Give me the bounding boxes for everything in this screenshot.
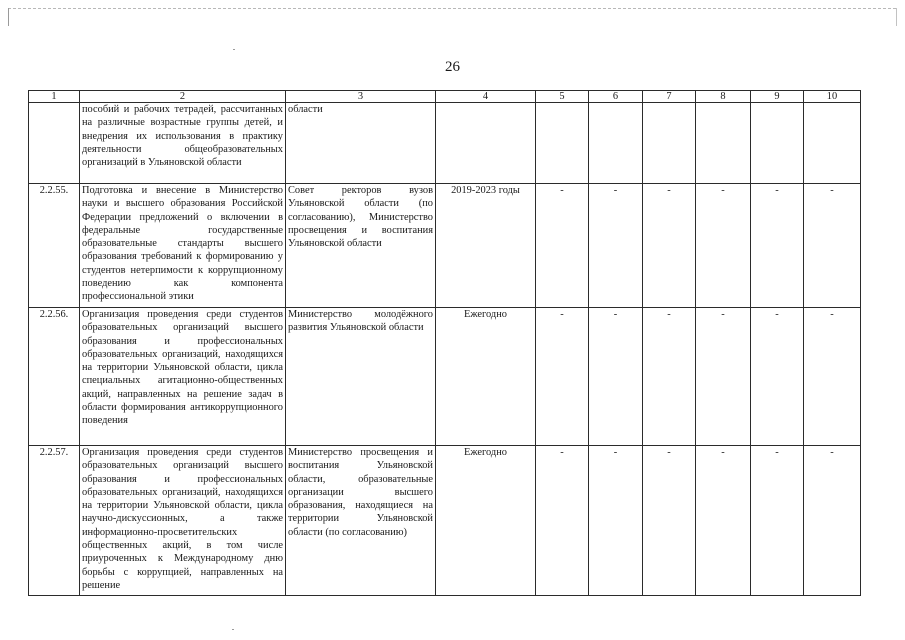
item-value: - bbox=[804, 446, 861, 596]
item-value bbox=[804, 103, 861, 184]
item-value: - bbox=[589, 184, 643, 308]
item-value: - bbox=[751, 446, 804, 596]
item-executors: Совет ректоров вузов Ульяновской области (по согласованию), Министерство просвещения и воспитания Ульяновской области bbox=[286, 184, 436, 308]
item-value bbox=[696, 103, 751, 184]
item-description: пособий и рабочих тетрадей, рассчитанных на различные возрастные группы детей, и внедрения их использования в практику деятельности общеобразовательных организаций в Ульяновской области bbox=[80, 103, 286, 184]
item-period: Ежегодно bbox=[436, 308, 536, 446]
item-value: - bbox=[536, 308, 589, 446]
item-description: Организация проведения среди студентов образовательных организаций высшего образования и профессиональных образовательных организаций, находящихся на территории Ульяновской области, цикла научно-дискуссионных, а также информационно-просветительских общественных акций, в том числе приуроченных к Международному дню борьбы с коррупцией, направленных на решение bbox=[80, 446, 286, 596]
scan-edge-right bbox=[896, 8, 897, 26]
item-value: - bbox=[696, 308, 751, 446]
item-value: - bbox=[751, 184, 804, 308]
item-value: - bbox=[696, 446, 751, 596]
scan-speck bbox=[233, 49, 235, 50]
column-number-row bbox=[29, 91, 861, 103]
item-value: - bbox=[751, 308, 804, 446]
item-executors: области bbox=[286, 103, 436, 184]
scan-edge-left bbox=[8, 8, 9, 26]
item-value: - bbox=[643, 446, 696, 596]
column-number: 10 bbox=[804, 91, 861, 103]
plan-table bbox=[28, 90, 861, 596]
column-number: 8 bbox=[696, 91, 751, 103]
item-value: - bbox=[536, 446, 589, 596]
item-value: - bbox=[804, 184, 861, 308]
item-period: 2019-2023 годы bbox=[436, 184, 536, 308]
item-executors: Министерство просвещения и воспитания Ульяновской области, образовательные организации высшего образования, находящиеся на территории Ульяновской области (по согласованию) bbox=[286, 446, 436, 596]
column-number: 3 bbox=[286, 91, 436, 103]
item-value bbox=[589, 103, 643, 184]
scan-speck bbox=[232, 629, 234, 630]
item-description: Подготовка и внесение в Министерство науки и высшего образования Российской Федерации предложений о включении в федеральные государственные образовательные стандарты высшего образования требований к формированию у студентов нетерпимости к коррупционному поведению как компонента профессиональной этики bbox=[80, 184, 286, 308]
column-number: 9 bbox=[751, 91, 804, 103]
item-value: - bbox=[589, 446, 643, 596]
item-period: Ежегодно bbox=[436, 446, 536, 596]
item-number: 2.2.57. bbox=[29, 446, 80, 596]
item-value bbox=[536, 103, 589, 184]
item-value: - bbox=[643, 308, 696, 446]
item-period bbox=[436, 103, 536, 184]
item-value: - bbox=[589, 308, 643, 446]
table-row bbox=[29, 308, 861, 446]
item-description: Организация проведения среди студентов образовательных организаций высшего образования и профессиональных образовательных организаций, находящихся на территории Ульяновской области, цикла специальных агитационно-общественных акций, направленных на решение задач в области формирования антикоррупционного поведения bbox=[80, 308, 286, 446]
column-number: 4 bbox=[436, 91, 536, 103]
item-value bbox=[751, 103, 804, 184]
item-value bbox=[643, 103, 696, 184]
column-number: 7 bbox=[643, 91, 696, 103]
page-number: 26 bbox=[445, 59, 460, 75]
item-executors: Министерство молодёжного развития Ульяновской области bbox=[286, 308, 436, 446]
item-number: 2.2.56. bbox=[29, 308, 80, 446]
item-number: 2.2.55. bbox=[29, 184, 80, 308]
item-number bbox=[29, 103, 80, 184]
scan-edge-top bbox=[8, 8, 896, 9]
column-number: 6 bbox=[589, 91, 643, 103]
item-value: - bbox=[536, 184, 589, 308]
column-number: 2 bbox=[80, 91, 286, 103]
item-value: - bbox=[804, 308, 861, 446]
item-value: - bbox=[696, 184, 751, 308]
item-value: - bbox=[643, 184, 696, 308]
table-row bbox=[29, 184, 861, 308]
column-number: 5 bbox=[536, 91, 589, 103]
table-row bbox=[29, 103, 861, 184]
column-number: 1 bbox=[29, 91, 80, 103]
table-row bbox=[29, 446, 861, 596]
